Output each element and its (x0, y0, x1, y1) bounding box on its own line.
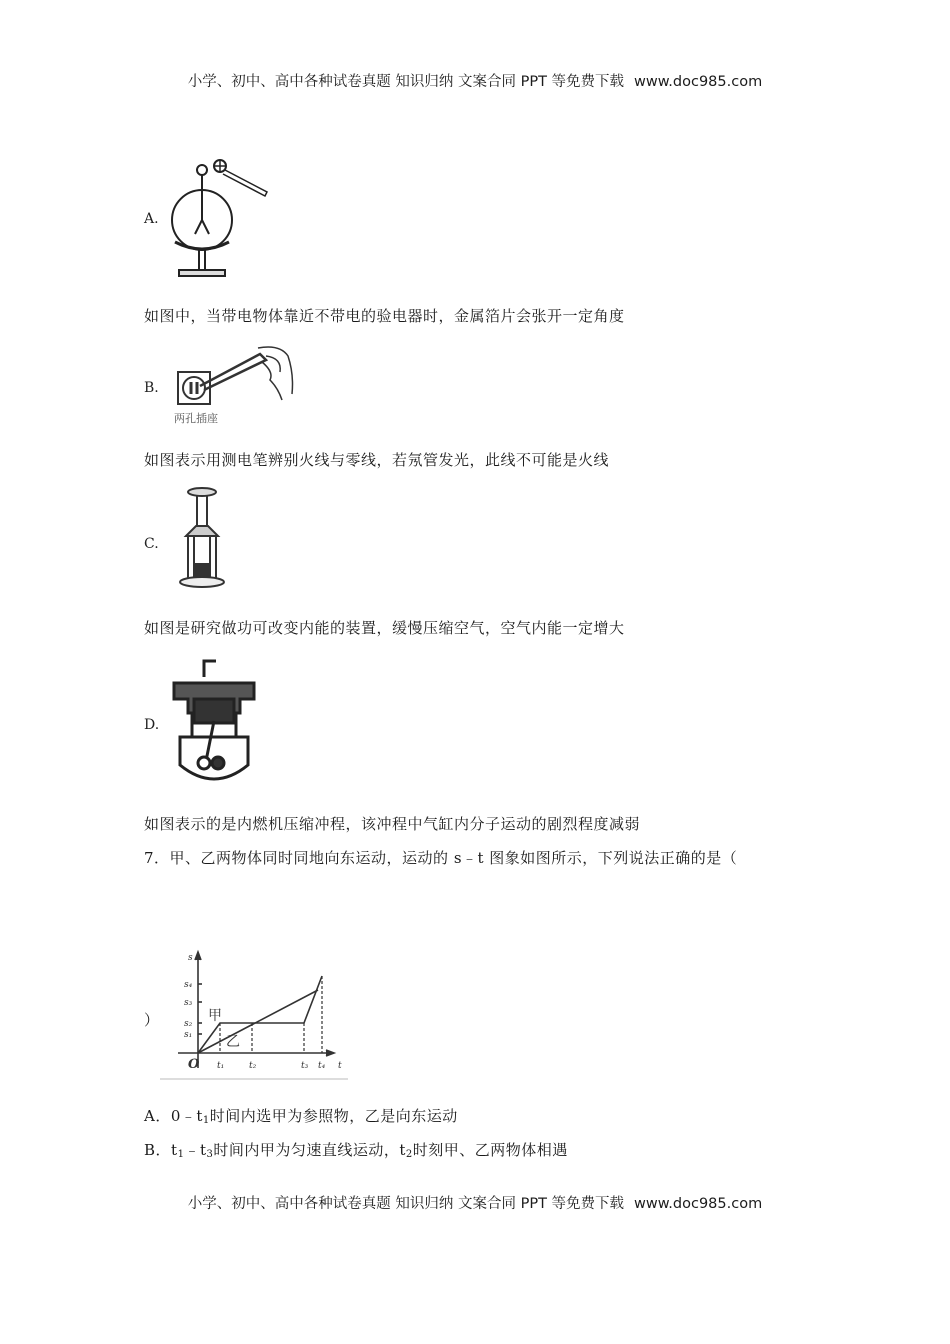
series-label-yi: 乙 (226, 1034, 240, 1050)
engine-icon (170, 655, 260, 790)
q7-option-b-label: B． (144, 1141, 172, 1159)
q7-option-a (144, 1105, 458, 1126)
option-b-text: 如图表示用测电笔辨别火线与零线，若氖管发光，此线不可能是火线 (144, 451, 610, 469)
q7-option-b-mid2: 时间内甲为匀速直线运动，t (213, 1141, 406, 1159)
q7-option-b-sub2: 3 (206, 1149, 214, 1160)
series-label-jia: 甲 (208, 1008, 222, 1024)
question-7-close-paren: ） (144, 1011, 160, 1029)
q7-option-b-post: 时刻甲、乙两物体相遇 (412, 1141, 568, 1159)
x-tick-t1: t₁ (217, 1061, 225, 1071)
y-axis-label: s (188, 953, 193, 963)
x-axis-label: t (338, 1061, 342, 1071)
air-compression-icon (172, 484, 232, 594)
header-url[interactable]: www.doc985.com (634, 74, 763, 90)
option-c-text: 如图是研究做功可改变内能的装置，缓慢压缩空气，空气内能一定增大 (144, 619, 625, 637)
footer-text: 小学、初中、高中各种试卷真题 知识归纳 文案合同 PPT 等免费下载 (187, 1196, 625, 1212)
q7-option-a-label: A． (144, 1107, 171, 1125)
y-tick-s4: s₄ (184, 980, 193, 990)
option-a-label: A. (144, 211, 159, 227)
x-tick-t4: t₄ (318, 1061, 326, 1071)
q7-option-a-sub: 1 (202, 1115, 210, 1126)
question-7-stem: 7．甲、乙两物体同时同地向东运动，运动的 s﹣t 图象如图所示，下列说法正确的是（ (144, 849, 738, 867)
q7-option-b-pre: t (171, 1141, 178, 1159)
x-tick-t2: t₂ (249, 1061, 257, 1071)
q7-option-b (144, 1139, 568, 1160)
option-d-text: 如图表示的是内燃机压缩冲程，该冲程中气缸内分子运动的剧烈程度减弱 (144, 815, 641, 833)
y-tick-s2: s₂ (184, 1019, 193, 1029)
q7-option-b-mid: ﹣t (184, 1141, 207, 1159)
header-text: 小学、初中、高中各种试卷真题 知识归纳 文案合同 PPT 等免费下载 (187, 74, 625, 90)
s-t-graph (160, 948, 350, 1080)
socket-caption: 两孔插座 (174, 412, 218, 425)
electroscope-icon (165, 150, 275, 280)
option-b-label: B. (144, 380, 159, 396)
y-tick-s3: s₃ (184, 998, 193, 1008)
test-pen-socket-icon (170, 338, 300, 430)
q7-option-a-pre: 0﹣t (170, 1107, 203, 1125)
origin-label: O (188, 1057, 200, 1072)
q7-option-b-sub3: 2 (405, 1149, 413, 1160)
y-tick-s1: s₁ (184, 1030, 193, 1040)
page-header (0, 70, 950, 91)
option-d-label: D. (144, 717, 160, 733)
page-footer (0, 1192, 950, 1213)
option-c-label: C. (144, 536, 159, 552)
q7-option-a-post: 时间内选甲为参照物，乙是向东运动 (209, 1107, 458, 1125)
footer-url[interactable]: www.doc985.com (634, 1196, 763, 1212)
option-a-text: 如图中，当带电物体靠近不带电的验电器时，金属箔片会张开一定角度 (144, 307, 625, 325)
x-tick-t3: t₃ (301, 1061, 309, 1071)
q7-option-b-sub1: 1 (177, 1149, 185, 1160)
